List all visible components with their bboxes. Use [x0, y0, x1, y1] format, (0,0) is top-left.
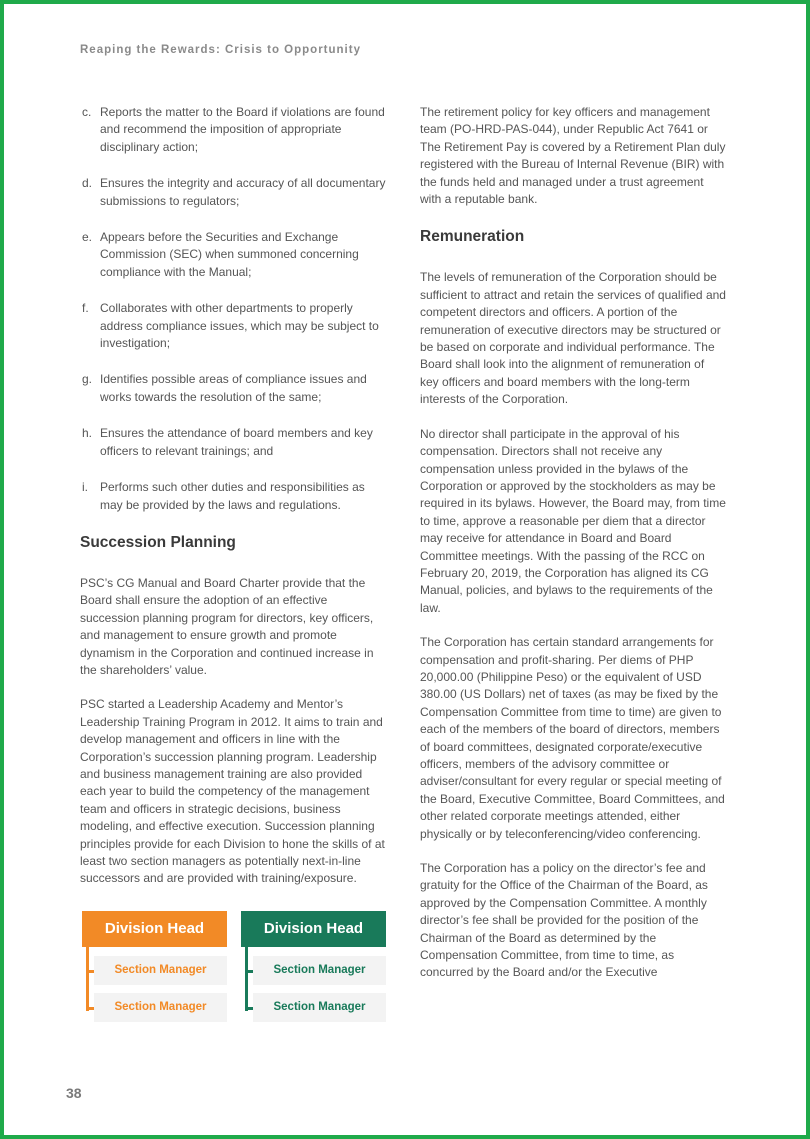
list-item-letter: c. — [82, 105, 92, 119]
running-header: Reaping the Rewards: Crisis to Opportunity — [80, 44, 361, 56]
org-chart-division-head: Division Head — [82, 911, 227, 947]
list-item-letter: f. — [82, 301, 89, 316]
list-item — [80, 229, 386, 281]
succession-paragraph: PSC started a Leadership Academy and Mentor’s Leadership Training Program in 2012. It aims to train and develop management and officers in line with the Corporation’s succession planning program. Leadership and business management training are also provided each year to build the competency of the management team and officers in strategic decisions, business modeling, and effective execution. Succession planning principles provide for each Division to hone the skills of at least two section managers as potentially next-in-line successors and are provided with training/exposure. — [80, 697, 385, 886]
list-item — [80, 371, 386, 406]
list-item — [80, 175, 386, 210]
org-chart-connector — [86, 947, 89, 1011]
org-chart-section-manager: Section Manager — [94, 993, 227, 1022]
org-chart-section-manager: Section Manager — [253, 993, 386, 1022]
list-item-letter: g. — [82, 372, 93, 387]
list-item — [80, 300, 386, 352]
left-column — [80, 104, 386, 905]
page-number: 38 — [66, 1085, 82, 1101]
list-item — [80, 479, 386, 514]
retirement-paragraph: The retirement policy for key officers and management team (PO-HRD-PAS-044), under Republic Act 7641 or The Retirement Pay is covered by a Retirement Plan duly registered with the Bureau of Internal Revenue (BIR) with the funds held and managed under a trust agreement with a reputable bank. — [420, 105, 726, 207]
org-chart-division-head: Division Head — [241, 911, 386, 947]
list-item-letter: e. — [82, 230, 93, 245]
list-item-text: Performs such other duties and responsibilities as may be provided by the laws and regulations. — [100, 480, 365, 512]
list-item-text: Identifies possible areas of compliance issues and works towards the resolution of the same; — [100, 372, 367, 404]
list-item-text: Ensures the attendance of board members and key officers to relevant trainings; and — [100, 426, 373, 458]
section-heading-remuneration: Remuneration — [420, 228, 525, 246]
org-chart-box — [241, 911, 386, 1013]
list-item-letter: h. — [82, 426, 93, 441]
remuneration-paragraph: The Corporation has certain standard arrangements for compensation and profit-sharing. Per diems of PHP 20,000.00 (Philippine Peso) or the equivalent of USD 380.00 (US Dollars) net of taxes (as may be fixed by the Compensation Committee from time to time) are given to each of the members of the board of directors, members of board committees, designated corporate/executive officers, members of the advisory committee or adviser/consultant for every regular or special meeting of the Board, Executive Committee, Board Committees, and other related corporate meetings attended, either physically or by teleconferencing/video conferencing. — [420, 635, 725, 841]
list-item — [80, 104, 386, 156]
list-item-text: Reports the matter to the Board if violations are found and recommend the imposition of appropriate disciplinary action; — [100, 105, 385, 154]
list-item-text: Collaborates with other departments to properly address compliance issues, which may be subject to investigation; — [100, 301, 379, 351]
right-column — [420, 104, 726, 999]
org-chart-box — [82, 911, 227, 1013]
succession-paragraph: PSC’s CG Manual and Board Charter provide that the Board shall ensure the adoption of an effective succession planning program for directors, key officers, and management to ensure growth and promote dynamism in the Corporation and continued increase in the shareholders’ value. — [80, 575, 374, 677]
list-item-text: Ensures the integrity and accuracy of all documentary submissions to regulators; — [100, 176, 386, 208]
succession-org-chart — [82, 911, 388, 1026]
remuneration-paragraph: The Corporation has a policy on the director’s fee and gratuity for the Office of the Chairman of the Board, as approved by the Compensation Committee. A monthly director’s fee shall be provided for the position of the Chairman of the Board as determined by the Compensation Committee, from time to time, as concurred by the Board and/or the Executive — [420, 861, 708, 980]
list-item-letter: d. — [82, 176, 93, 191]
org-chart-section-manager: Section Manager — [94, 956, 227, 985]
section-heading-succession-planning: Succession Planning — [80, 533, 236, 551]
remuneration-paragraph: The levels of remuneration of the Corporation should be sufficient to attract and retain the services of qualified and competent directors and officers. A portion of the remuneration of executive directors may be structured or be based on corporate and individual performance. The Board shall look into the alignment of remuneration of key officers and board members with the long-term interests of the Corporation. — [420, 270, 726, 407]
list-item-text: Appears before the Securities and Exchange Commission (SEC) when summoned concerning compliance with the Manual; — [100, 230, 359, 279]
remuneration-paragraph: No director shall participate in the approval of his compensation. Directors shall not receive any compensation unless provided in the bylaws of the Corporation or approved by the stockholders as may be required in its bylaws. However, the Board may, from time to time, approve a reasonable per diem that a director may receive for attendance in Board and Board Committee meetings. With the passing of the RCC on February 20, 2019, the Corporation has aligned its CG Manual, policies, and bylaws to the requirements of the law. — [420, 426, 726, 615]
org-chart-section-manager: Section Manager — [253, 956, 386, 985]
org-chart-connector — [245, 947, 248, 1011]
list-item — [80, 425, 386, 460]
compliance-duties-list — [80, 104, 386, 514]
list-item-letter: i. — [82, 480, 88, 495]
